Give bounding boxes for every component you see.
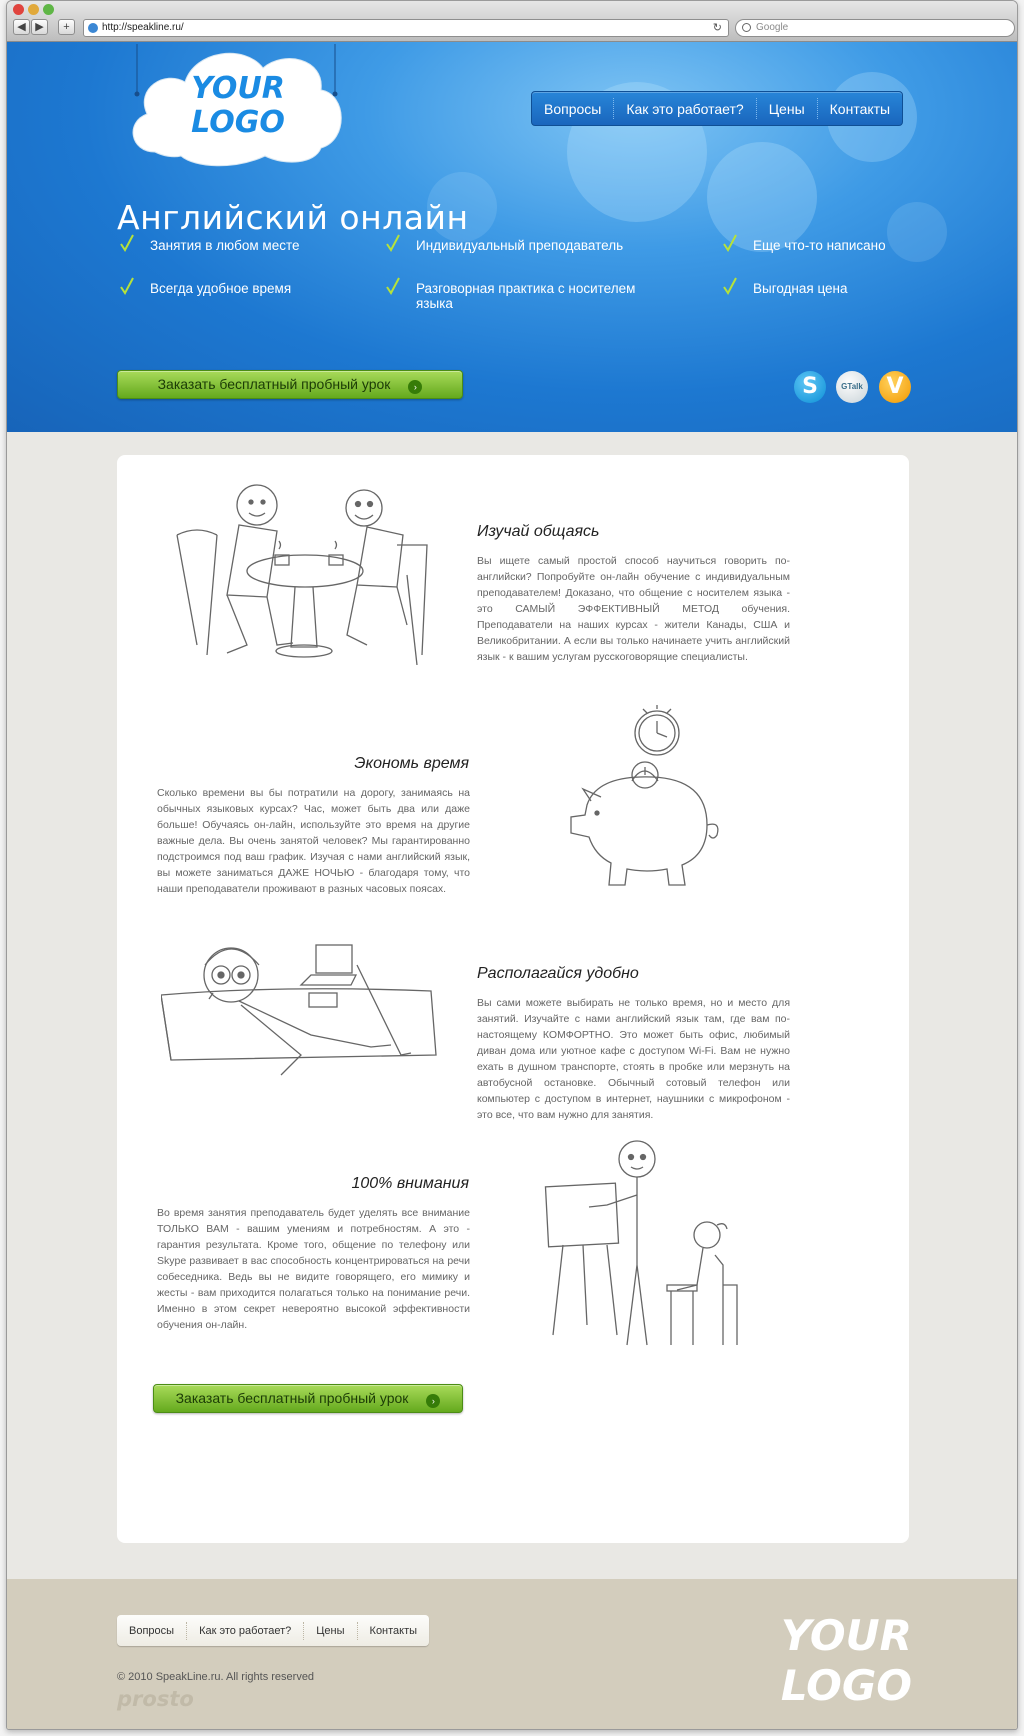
footer-nav-contacts[interactable]: Контакты	[369, 1624, 418, 1637]
logo-line-1: YOUR	[191, 71, 285, 106]
arrow-right-icon: ›	[408, 380, 422, 394]
close-window-button[interactable]	[13, 4, 24, 15]
skype-icon[interactable]: S	[794, 371, 826, 403]
copyright-text: © 2010 SpeakLine.ru. All rights reserved	[117, 1671, 315, 1683]
footer-nav-questions[interactable]: Вопросы	[129, 1624, 175, 1637]
arrow-right-icon: ›	[426, 1394, 440, 1408]
search-input[interactable]	[735, 19, 1015, 37]
search-icon	[742, 23, 751, 32]
section-text: Вы сами можете выбирать не только время, но и место для занятий. Изучайте с нами английский язык там, где вам по-настоящему КОМФОРТНО. Это может быть офис, любимый диван дома или уютное кафе с доступом Wi-Fi. Вам не нужно ехать в душном транспорте, стоять в пробке или мерзнуть на автобусной остановке. Обычный сотовый телефон или компьютер с доступом в интернет, наушники с микрофоном - это все, что вам нужно для занятия.	[477, 997, 790, 1121]
footer-logo-line-1: YOUR	[780, 1611, 912, 1660]
hero-section	[7, 42, 1018, 432]
nav-item-prices[interactable]: Цены	[768, 100, 805, 117]
add-bookmark-button[interactable]: +	[58, 19, 75, 35]
zoom-window-button[interactable]	[43, 4, 54, 15]
order-trial-button[interactable]	[117, 370, 463, 399]
footer-logo[interactable]	[767, 1611, 912, 1711]
address-bar[interactable]	[83, 19, 729, 37]
checkmark-icon	[723, 234, 737, 252]
content-panel	[117, 455, 909, 1543]
people-at-table-illustration	[167, 475, 437, 665]
footer-nav	[117, 1615, 429, 1646]
feature-item: Выгодная цена	[753, 281, 848, 296]
site-logo[interactable]	[125, 72, 351, 140]
section-text: Сколько времени вы бы потратили на дорогу, занимаясь на обычных языковых курсах? Час, может быть два или даже больше! Обучаясь он-лайн, используйте это время на другие важные дела. Вы очень занятой человек? Мы гарантированно подстроимся под ваш график. Изучая с нами английский язык, вы можете заниматься ДАЖЕ НОЧЬЮ - благодаря тому, что наши преподаватели проживают в разных часовых поясах.	[157, 787, 470, 895]
order-trial-button-bottom[interactable]	[153, 1384, 463, 1413]
forward-button[interactable]: ▶	[31, 19, 48, 35]
globe-icon	[88, 23, 98, 33]
checkmark-icon	[386, 234, 400, 252]
vsee-icon[interactable]: V	[879, 371, 911, 403]
footer-nav-prices[interactable]: Цены	[316, 1624, 345, 1637]
nav-item-questions[interactable]: Вопросы	[544, 100, 602, 117]
back-button[interactable]: ◀	[13, 19, 30, 35]
page-title: Английский онлайн	[117, 198, 469, 237]
feature-item: Занятия в любом месте	[150, 238, 300, 253]
section-title: Экономь время	[354, 755, 469, 772]
teacher-and-student-illustration	[527, 1135, 747, 1365]
designer-credit[interactable]: prosto	[117, 1687, 194, 1711]
search-placeholder: Google	[756, 22, 789, 33]
logo-line-2: LOGO	[191, 105, 285, 140]
url-text: http://speakline.ru/	[102, 22, 184, 33]
section-title: Изучай общаясь	[477, 523, 600, 540]
piggy-bank-clock-illustration	[557, 705, 727, 895]
footer-nav-how-it-works[interactable]: Как это работает?	[199, 1624, 292, 1637]
gtalk-icon[interactable]: GTalk	[836, 371, 868, 403]
order-trial-label: Заказать бесплатный пробный урок	[157, 376, 391, 392]
section-text: Вы ищете самый простой способ научиться говорить по-английски? Попробуйте он-лайн обучение с индивидуальным преподавателем! Доказано, что общение с носителем языка - это САМЫЙ ЭФФЕКТИВНЫЙ МЕТОД обучения. Преподаватели на наших курсах - жители Канады, США и Великобритании. А если вы только начинаете учить английский язык - к вашим услугам русскоговорящие специалисты.	[477, 555, 790, 663]
checkmark-icon	[120, 234, 134, 252]
main-nav	[531, 91, 903, 126]
feature-item: Индивидуальный преподаватель	[416, 238, 624, 253]
nav-item-how-it-works[interactable]: Как это работает?	[626, 100, 744, 117]
nav-item-contacts[interactable]: Контакты	[829, 100, 891, 117]
person-on-sofa-illustration	[161, 935, 441, 1085]
feature-item: Еще что-то написано	[753, 238, 886, 253]
order-trial-label: Заказать бесплатный пробный урок	[175, 1390, 409, 1406]
section-title: 100% внимания	[351, 1175, 469, 1192]
checkmark-icon	[120, 277, 134, 295]
minimize-window-button[interactable]	[28, 4, 39, 15]
footer-logo-line-2: LOGO	[780, 1661, 912, 1710]
checkmark-icon	[723, 277, 737, 295]
reload-icon[interactable]: ↻	[712, 22, 722, 34]
feature-item: Разговорная практика с носителем языка	[416, 281, 636, 311]
browser-window	[6, 0, 1018, 1730]
browser-toolbar	[7, 1, 1017, 42]
section-title: Располагайся удобно	[477, 965, 639, 982]
feature-item: Всегда удобное время	[150, 281, 292, 296]
page-footer	[7, 1579, 1018, 1730]
checkmark-icon	[386, 277, 400, 295]
section-text: Во время занятия преподаватель будет уделять все внимание ТОЛЬКО ВАМ - вашим умениям и потребностям. А это - гарантия результата. Кроме того, общение по телефону или Skype развивает в вас способность концентрироваться на речи собеседника. Ведь вы не видите говорящего, его мимику и жесты - вам приходится полагаться только на понимание речи. Именно в этом секрет невероятно высокой эффективности обучения он-лайн.	[157, 1207, 470, 1331]
